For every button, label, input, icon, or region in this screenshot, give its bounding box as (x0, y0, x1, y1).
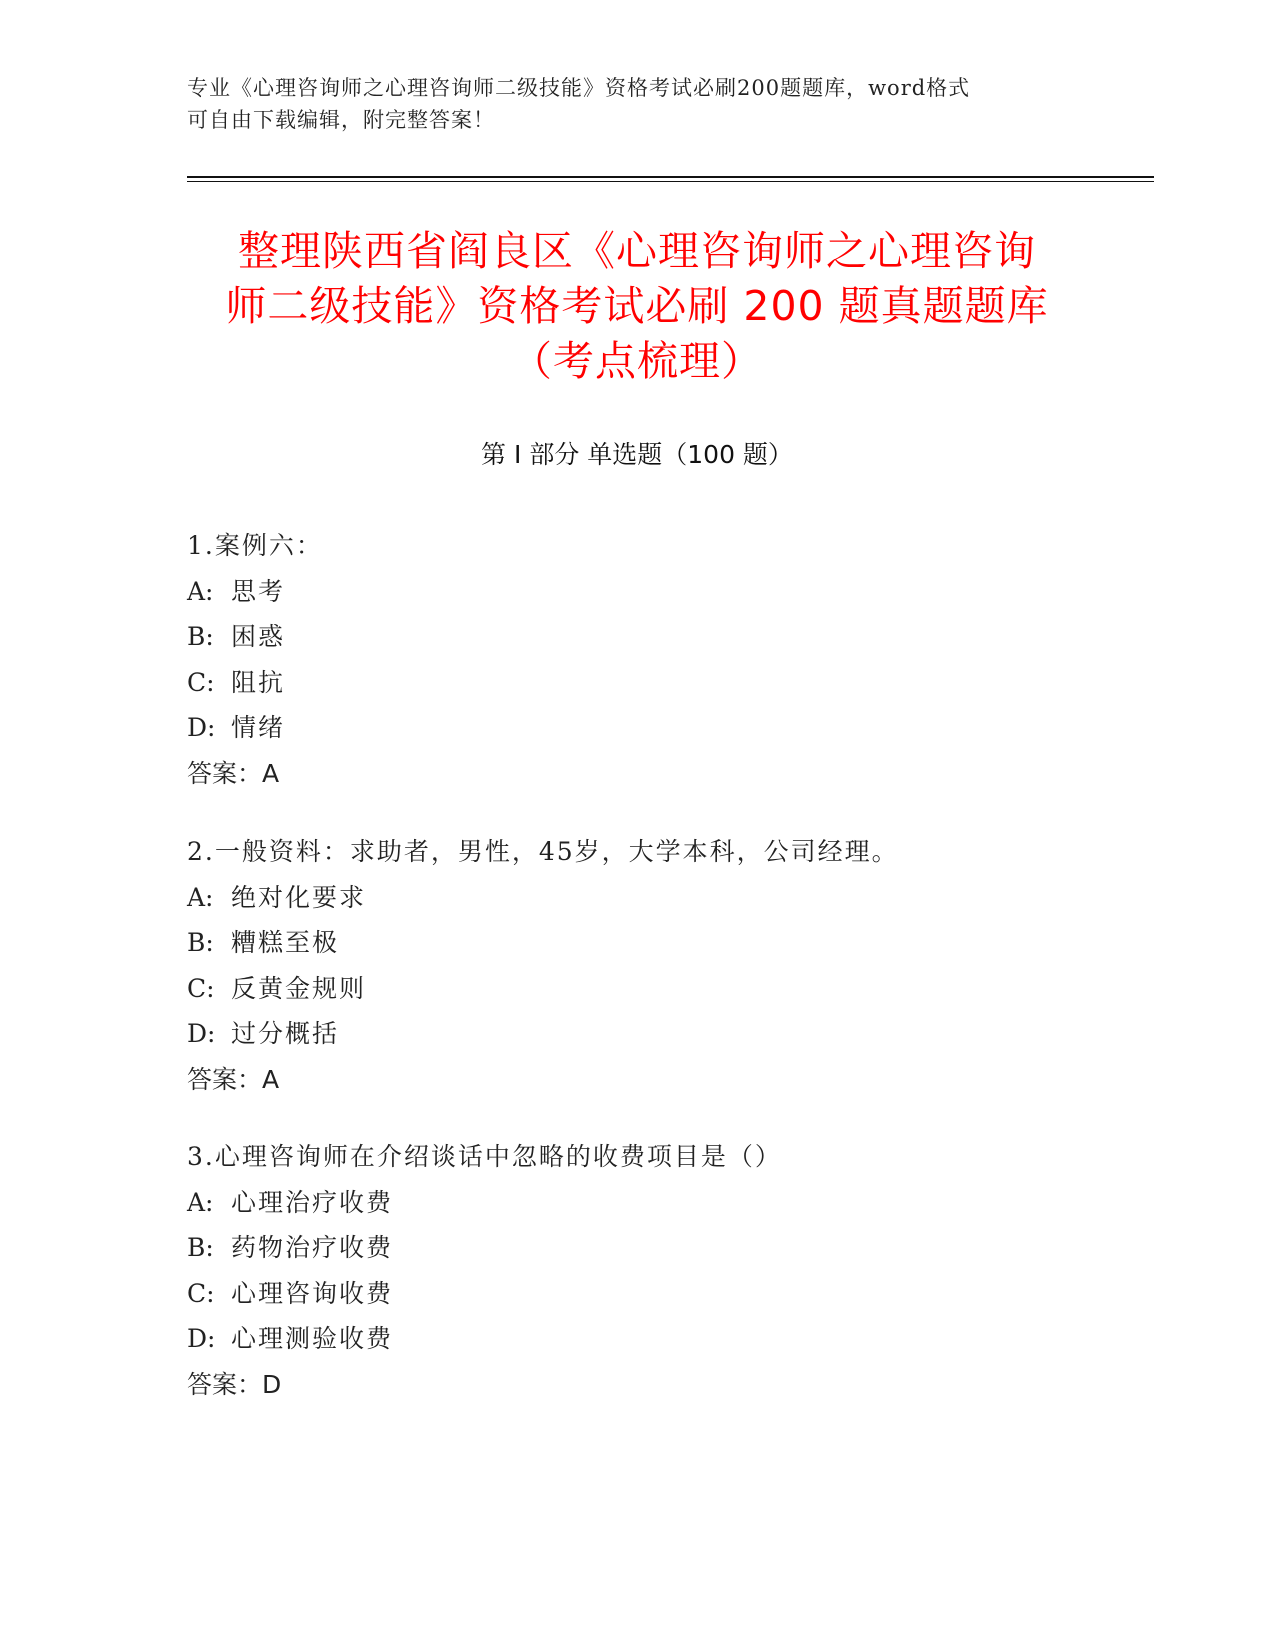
header-divider-thick (187, 176, 1154, 178)
question-stem: 1.案例六： (187, 531, 323, 560)
question-2 (187, 829, 1137, 1102)
option-text: 阻抗 (231, 667, 286, 697)
option-letter: B: (187, 622, 214, 651)
option-text: 思考 (231, 576, 286, 606)
document-title-line-2: 师二级技能》资格考试必刷 200 题真题题库 (225, 282, 1049, 330)
option-d (187, 705, 1137, 751)
option-text: 反黄金规则 (231, 973, 367, 1003)
header-note-line-2: 可自由下载编辑，附完整答案！ (187, 108, 495, 132)
option-c (187, 1271, 1137, 1317)
option-text: 心理咨询收费 (231, 1278, 394, 1308)
header-note-line-1: 专业《心理咨询师之心理咨询师二级技能》资格考试必刷200题题库，word格式 (187, 76, 971, 100)
option-letter: D: (187, 713, 216, 742)
document-title (187, 224, 1087, 389)
option-letter: A: (187, 576, 214, 606)
option-letter: C: (187, 1278, 215, 1308)
option-letter: A: (187, 1187, 214, 1217)
answer-key: 答案：A (187, 1064, 280, 1094)
option-b (187, 1225, 1137, 1271)
question-stem: 3.心理咨询师在介绍谈话中忽略的收费项目是（） (187, 1142, 782, 1171)
question-stem: 2.一般资料：求助者，男性，45岁，大学本科，公司经理。 (187, 837, 899, 866)
option-a (187, 875, 1137, 921)
section-heading: 第 I 部分 单选题（100 题） (481, 440, 793, 469)
option-text: 过分概括 (231, 1019, 340, 1048)
option-letter: B: (187, 928, 214, 957)
option-letter: D: (187, 1324, 216, 1353)
option-c (187, 660, 1137, 706)
option-text: 心理测验收费 (231, 1324, 394, 1353)
option-text: 情绪 (231, 713, 286, 742)
option-a (187, 1180, 1137, 1226)
header-divider-thin (187, 181, 1154, 182)
answer-key: 答案：A (187, 758, 280, 788)
option-d (187, 1316, 1137, 1362)
option-letter: B: (187, 1233, 214, 1262)
option-d (187, 1011, 1137, 1057)
option-letter: C: (187, 973, 215, 1003)
option-letter: D: (187, 1019, 216, 1048)
header-note (187, 72, 1067, 136)
option-a (187, 569, 1137, 615)
option-text: 糟糕至极 (231, 928, 340, 957)
option-b (187, 920, 1137, 966)
question-3 (187, 1134, 1137, 1407)
document-title-line-3: （考点梳理） (511, 337, 763, 385)
option-c (187, 966, 1137, 1012)
answer-key: 答案：D (187, 1369, 282, 1399)
option-b (187, 614, 1137, 660)
option-text: 困惑 (231, 622, 286, 651)
option-text: 药物治疗收费 (231, 1233, 394, 1262)
question-1 (187, 523, 1137, 796)
option-letter: A: (187, 882, 214, 912)
option-text: 心理治疗收费 (231, 1187, 394, 1217)
option-letter: C: (187, 667, 215, 697)
option-text: 绝对化要求 (231, 882, 367, 912)
document-title-line-1: 整理陕西省阎良区《心理咨询师之心理咨询 (238, 227, 1036, 275)
